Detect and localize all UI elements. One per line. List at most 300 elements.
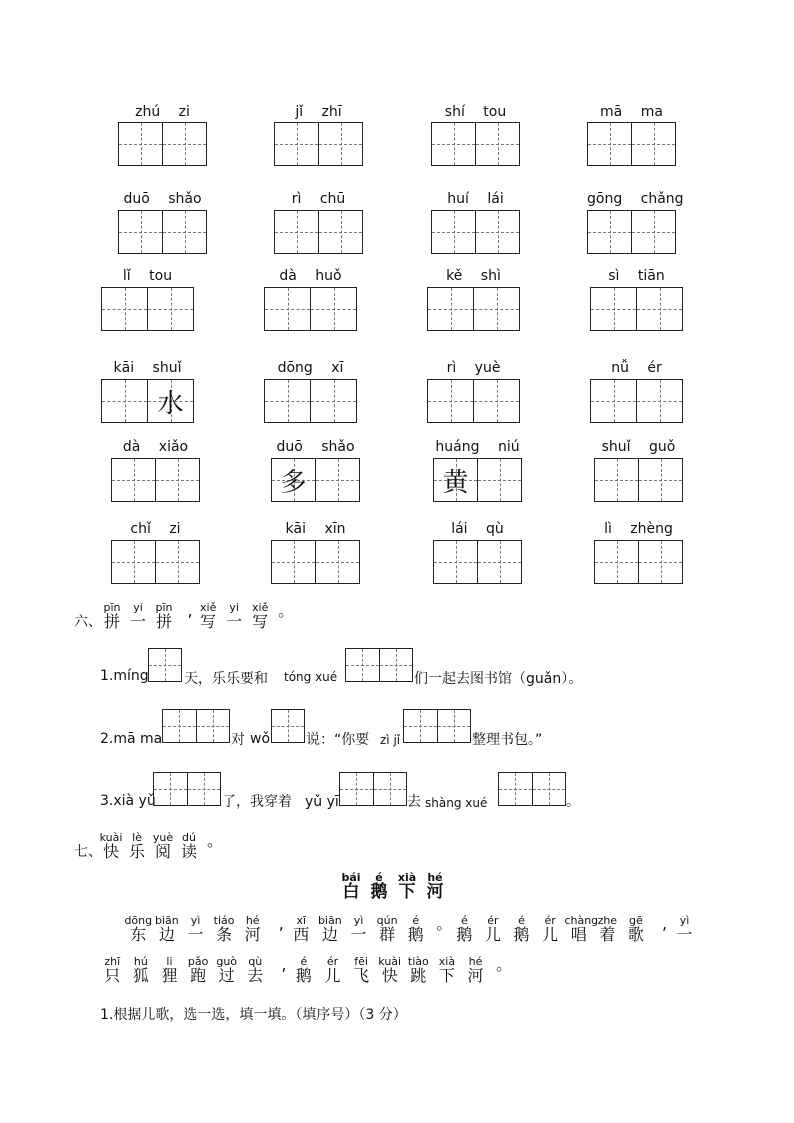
ruby-character: [153, 915, 182, 944]
character-grid[interactable]: [431, 122, 520, 166]
section7-heading-prefix: 七、: [74, 844, 102, 860]
ruby-pinyin: fēi: [354, 955, 368, 968]
s6-q2-pinyin2: wǒ: [250, 731, 271, 747]
ruby-character: [241, 956, 270, 985]
s6-q3-number: 3.xià yǔ: [100, 793, 156, 809]
prefilled-character: [265, 288, 310, 330]
character-grid[interactable]: [590, 379, 683, 423]
ruby-character: [401, 915, 430, 944]
grid-cell[interactable]: [476, 123, 519, 165]
ruby-character: [365, 872, 393, 901]
ruby-char: ,: [661, 914, 668, 933]
character-grid[interactable]: [264, 287, 357, 331]
prefilled-character: [432, 211, 475, 253]
character-grid[interactable]: [594, 458, 683, 502]
ruby-pinyin: lè: [132, 831, 142, 844]
answer-grid-2cell[interactable]: [162, 709, 230, 743]
character-grid[interactable]: [264, 379, 357, 423]
ruby-pinyin: bái: [341, 871, 361, 884]
section6-heading-prefix: 六、: [74, 614, 102, 630]
ruby-char: ,: [187, 601, 193, 620]
ruby-pinyin: pīn: [103, 601, 121, 614]
prefilled-character: [275, 123, 318, 165]
ruby-pinyin: hé: [245, 914, 260, 927]
grid-cell[interactable]: [588, 211, 632, 253]
grid-cell[interactable]: [156, 459, 199, 501]
pinyin-label: kě shì: [446, 268, 501, 284]
ruby-char: 河: [426, 882, 444, 902]
ruby-pinyin: ér: [487, 914, 499, 927]
prefilled-character: [156, 541, 199, 583]
ruby-character: [99, 602, 125, 631]
ruby-pinyin: qún: [376, 914, 398, 927]
ruby-char: 拼: [103, 612, 120, 631]
ruby-pinyin: qù: [248, 955, 263, 968]
s6-q2-pinyin3: zì jǐ: [380, 733, 401, 747]
ruby-pinyin: yi: [133, 601, 143, 614]
ruby-pinyin: tiào: [407, 955, 429, 968]
ruby-character: [507, 915, 536, 944]
ruby-char: 群: [379, 925, 396, 944]
pinyin-label: huí lái: [447, 191, 504, 207]
ruby-character: [490, 956, 519, 974]
s6-q1-text2: 们一起去图书馆（guǎn）。: [414, 671, 583, 687]
ruby-char: 快: [381, 966, 398, 985]
grid-cell[interactable]: [156, 541, 199, 583]
grid-cell[interactable]: [119, 211, 163, 253]
grid-cell[interactable]: [632, 211, 675, 253]
prefilled-character: [632, 123, 675, 165]
ruby-pinyin: hé: [427, 871, 443, 884]
character-grid[interactable]: [427, 379, 520, 423]
ruby-character: [127, 956, 156, 985]
prefilled-character: [588, 123, 631, 165]
ruby-pinyin: yì: [679, 914, 690, 927]
s6-q1-text1: 天，乐乐要和: [184, 671, 268, 687]
ruby-char: 下: [438, 966, 455, 985]
grid-cell[interactable]: [311, 288, 356, 330]
grid-cell[interactable]: [591, 288, 637, 330]
pinyin-label: shuǐ guǒ: [601, 439, 676, 455]
grid-cell[interactable]: [311, 380, 356, 422]
ruby-pinyin: chàng: [564, 914, 599, 927]
prefilled-character: [434, 541, 477, 583]
grid-cell[interactable]: [112, 541, 156, 583]
ruby-pinyin: guò: [216, 955, 238, 968]
grid-cell[interactable]: [595, 541, 639, 583]
ruby-pinyin: tiáo: [213, 914, 235, 927]
ruby-char: 儿: [484, 925, 501, 944]
prefilled-character: [588, 211, 631, 253]
grid-cell[interactable]: [102, 288, 148, 330]
character-grid[interactable]: [271, 540, 360, 584]
ruby-pinyin: hé: [468, 955, 483, 968]
ruby-character: [238, 915, 267, 944]
answer-grid-2cell[interactable]: [345, 648, 413, 682]
grid-cell[interactable]: [275, 211, 319, 253]
prefilled-character: [432, 123, 475, 165]
ruby-character: [181, 915, 210, 944]
ruby-char: 。: [436, 914, 453, 933]
prefilled-character: [476, 123, 519, 165]
ruby-char: 。: [206, 831, 223, 850]
ruby-char: 鹅: [295, 966, 312, 985]
ruby-character: [316, 915, 345, 944]
ruby-pinyin: yì: [190, 914, 201, 927]
ruby-pinyin: gē: [629, 914, 643, 927]
prefilled-character: [474, 380, 519, 422]
prefilled-character: [428, 380, 473, 422]
s6-q1-pinyin2: tóng xué: [284, 670, 338, 684]
prefilled-character: [272, 541, 315, 583]
ruby-pinyin: zhe: [597, 914, 618, 927]
prefilled-character: [474, 288, 519, 330]
grid-cell[interactable]: [476, 211, 519, 253]
ruby-character: [273, 602, 299, 620]
grid-cell[interactable]: [102, 380, 148, 422]
answer-grid-2cell[interactable]: [153, 772, 221, 806]
ruby-character: [124, 915, 153, 944]
ruby-pinyin: yuè: [152, 831, 174, 844]
answer-grid-1cell[interactable]: [148, 648, 182, 682]
ruby-character: [461, 956, 490, 985]
ruby-pinyin: ér: [544, 914, 556, 927]
ruby-character: [373, 915, 402, 944]
ruby-character: [344, 915, 373, 944]
ruby-pinyin: kuài: [378, 955, 402, 968]
ruby-pinyin: biān: [318, 914, 342, 927]
grid-cell[interactable]: [163, 211, 206, 253]
prefilled-character: [637, 288, 682, 330]
ruby-char: 。: [278, 601, 295, 620]
grid-cell[interactable]: [316, 459, 359, 501]
answer-grid-2cell[interactable]: [403, 709, 471, 743]
pinyin-label: dōng xī: [277, 360, 344, 376]
prefilled-character: [591, 380, 636, 422]
grid-cell[interactable]: [428, 288, 474, 330]
grid-cell[interactable]: [319, 123, 362, 165]
grid-cell[interactable]: [474, 380, 519, 422]
ruby-char: 狐: [132, 966, 149, 985]
ruby-pinyin: li: [166, 955, 173, 968]
grid-cell[interactable]: [432, 211, 476, 253]
pinyin-label: dà huǒ: [279, 268, 342, 284]
ruby-character: [375, 956, 404, 985]
character-grid[interactable]: [587, 210, 676, 254]
ruby-character: [318, 956, 347, 985]
ruby-char: 乐: [128, 842, 145, 861]
character-grid[interactable]: [433, 458, 522, 502]
ruby-char: ,: [281, 955, 287, 974]
s6-q2-text1: 对: [231, 732, 245, 748]
character-grid[interactable]: [118, 210, 207, 254]
ruby-character: [337, 872, 365, 901]
character-grid[interactable]: [101, 287, 194, 331]
ruby-character: [287, 915, 316, 944]
grid-cell[interactable]: [272, 459, 316, 501]
ruby-char: 阅: [154, 842, 171, 861]
ruby-character: [125, 602, 151, 631]
prefilled-character: [639, 541, 682, 583]
ruby-pinyin: xī: [296, 914, 307, 927]
ruby-character: [98, 832, 124, 861]
prefilled-character: [478, 541, 521, 583]
ruby-char: 白: [342, 882, 360, 902]
ruby-char: 一: [226, 612, 243, 631]
prefilled-character: [428, 288, 473, 330]
ruby-pinyin: yi: [229, 601, 239, 614]
pinyin-label: kāi shuǐ: [113, 360, 182, 376]
ruby-char: 去: [247, 966, 264, 985]
prefilled-character: [112, 459, 155, 501]
ruby-pinyin: xiě: [200, 601, 217, 614]
grid-cell[interactable]: [119, 123, 163, 165]
prefilled-character: [319, 211, 362, 253]
ruby-pinyin: dōng: [124, 914, 153, 927]
ruby-char: 跑: [190, 966, 207, 985]
character-grid[interactable]: [594, 540, 683, 584]
ruby-character: [450, 915, 479, 944]
grid-cell[interactable]: [265, 380, 311, 422]
character-grid[interactable]: [274, 210, 363, 254]
ruby-pinyin: yì: [353, 914, 364, 927]
pinyin-label: shí tou: [444, 104, 507, 120]
character-grid[interactable]: [433, 540, 522, 584]
ruby-character: [536, 915, 565, 944]
prefilled-character: 多: [280, 467, 307, 498]
grid-cell[interactable]: [591, 380, 637, 422]
character-grid[interactable]: [590, 287, 683, 331]
character-grid[interactable]: [111, 540, 200, 584]
ruby-pinyin: xiě: [252, 601, 269, 614]
answer-grid-2cell[interactable]: [498, 772, 566, 806]
prefilled-character: [478, 459, 521, 501]
prefilled-character: [102, 380, 147, 422]
ruby-pinyin: é: [375, 871, 383, 884]
character-grid[interactable]: [101, 379, 194, 423]
ruby-character: [670, 915, 699, 944]
pinyin-label: nǚ ér: [611, 360, 662, 376]
pinyin-label: zhú zi: [135, 104, 190, 120]
s6-q3-pinyin2: yǔ yī: [305, 794, 339, 810]
grid-cell[interactable]: [163, 123, 206, 165]
prefilled-character: 水: [157, 388, 184, 419]
ruby-char: 河: [467, 966, 484, 985]
prefilled-character: [148, 288, 193, 330]
prefilled-character: [319, 123, 362, 165]
ruby-char: 写: [200, 612, 217, 631]
grid-cell[interactable]: [148, 288, 193, 330]
ruby-character: [347, 956, 376, 985]
grid-cell[interactable]: [632, 123, 675, 165]
grid-cell[interactable]: [432, 123, 476, 165]
ruby-char: 东: [130, 925, 147, 944]
answer-grid-1cell[interactable]: [271, 709, 305, 743]
ruby-char: 跳: [410, 966, 427, 985]
character-grid[interactable]: [431, 210, 520, 254]
prefilled-character: [639, 459, 682, 501]
grid-cell[interactable]: [637, 380, 682, 422]
ruby-char: 。: [496, 955, 513, 974]
ruby-pinyin: dú: [182, 831, 196, 844]
pinyin-label: dà xiǎo: [122, 439, 189, 455]
pinyin-label: gōng chǎng: [587, 191, 684, 207]
grid-cell[interactable]: [478, 541, 521, 583]
grid-cell[interactable]: [319, 211, 362, 253]
ruby-char: 河: [244, 925, 261, 944]
prefilled-character: [637, 380, 682, 422]
pinyin-label: lǐ tou: [122, 268, 173, 284]
answer-grid-2cell[interactable]: [339, 772, 407, 806]
ruby-character: [98, 956, 127, 985]
grid-cell[interactable]: [265, 288, 311, 330]
grid-cell[interactable]: [637, 288, 682, 330]
ruby-character: [433, 956, 462, 985]
prefilled-character: [119, 123, 162, 165]
ruby-character: [479, 915, 508, 944]
ruby-pinyin: pīn: [155, 601, 173, 614]
pinyin-label: sì tiān: [608, 268, 665, 284]
grid-cell[interactable]: [272, 541, 316, 583]
grid-cell[interactable]: [639, 459, 682, 501]
ruby-pinyin: kuài: [99, 831, 123, 844]
prefilled-character: [265, 380, 310, 422]
character-grid[interactable]: [427, 287, 520, 331]
pinyin-label: lái qù: [451, 521, 504, 537]
pinyin-label: lì zhèng: [604, 521, 673, 537]
prefilled-character: [316, 541, 359, 583]
pinyin-label: huáng niú: [435, 439, 520, 455]
pinyin-label: duō shǎo: [276, 439, 355, 455]
ruby-character: [622, 915, 651, 944]
prefilled-character: [163, 123, 206, 165]
character-grid[interactable]: [111, 458, 200, 502]
ruby-char: 一: [676, 925, 693, 944]
ruby-char: 过: [218, 966, 235, 985]
ruby-char: 鹅: [370, 882, 388, 902]
grid-cell[interactable]: [275, 123, 319, 165]
character-grid[interactable]: [587, 122, 676, 166]
ruby-pinyin: é: [412, 914, 420, 927]
character-grid[interactable]: [271, 458, 360, 502]
prefilled-character: [156, 459, 199, 501]
prefilled-character: [112, 541, 155, 583]
ruby-char: 儿: [542, 925, 559, 944]
ruby-char: 一: [129, 612, 146, 631]
prefilled-character: [632, 211, 675, 253]
ruby-character: [212, 956, 241, 985]
ruby-char: 唱: [570, 925, 587, 944]
grid-cell[interactable]: [112, 459, 156, 501]
ruby-char: 边: [321, 925, 338, 944]
ruby-pinyin: biān: [155, 914, 179, 927]
ruby-char: 狸: [161, 966, 178, 985]
ruby-character: [404, 956, 433, 985]
pinyin-label: mā ma: [600, 104, 663, 120]
prefilled-character: [311, 380, 356, 422]
s6-q3-text3: 。: [566, 794, 580, 810]
grid-cell[interactable]: [316, 541, 359, 583]
grid-cell[interactable]: [478, 459, 521, 501]
ruby-char: 鹅: [513, 925, 530, 944]
s6-q2-text2: 说：“你要: [306, 732, 370, 748]
grid-cell[interactable]: [595, 459, 639, 501]
s6-q3-pinyin3: shàng xué: [425, 796, 488, 810]
grid-cell[interactable]: [148, 380, 193, 422]
ruby-char: 鹅: [456, 925, 473, 944]
prefilled-character: [275, 211, 318, 253]
pinyin-label: jǐ zhī: [295, 104, 342, 120]
ruby-char: 快: [102, 842, 119, 861]
ruby-pinyin: pǎo: [187, 955, 209, 968]
ruby-character: [421, 872, 449, 901]
ruby-character: [564, 914, 599, 944]
ruby-pinyin: xià: [397, 871, 417, 884]
grid-cell[interactable]: [474, 288, 519, 330]
ruby-char: 儿: [324, 966, 341, 985]
ruby-pinyin: é: [460, 914, 468, 927]
grid-cell[interactable]: [588, 123, 632, 165]
grid-cell[interactable]: [434, 459, 478, 501]
ruby-character: [150, 832, 176, 861]
ruby-pinyin: hú: [133, 955, 148, 968]
ruby-character: [247, 602, 273, 631]
grid-cell[interactable]: [428, 380, 474, 422]
ruby-char: 拼: [155, 612, 172, 631]
grid-cell[interactable]: [639, 541, 682, 583]
reading-question-1: 1.根据儿歌，选一选，填一填。（填序号）（3 分）: [100, 1007, 407, 1023]
prefilled-character: [476, 211, 519, 253]
ruby-character: [151, 602, 177, 631]
ruby-character: [195, 602, 221, 631]
ruby-character: [202, 832, 228, 850]
ruby-char: 着: [599, 925, 616, 944]
character-grid[interactable]: [274, 122, 363, 166]
ruby-pinyin: é: [300, 955, 308, 968]
ruby-pinyin: é: [518, 914, 525, 927]
ruby-char: 歌: [627, 925, 644, 944]
ruby-character: [290, 956, 319, 985]
s6-q3-text1: 了，我穿着: [222, 794, 292, 810]
pinyin-label: rì yuè: [446, 360, 501, 376]
ruby-pinyin: zhī: [104, 955, 121, 968]
prefilled-character: [102, 288, 147, 330]
grid-cell[interactable]: [434, 541, 478, 583]
ruby-char: 一: [350, 925, 367, 944]
ruby-char: ,: [278, 914, 284, 933]
prefilled-character: [595, 459, 638, 501]
ruby-character: [221, 602, 247, 631]
ruby-pinyin: ér: [326, 955, 339, 968]
prefilled-character: [591, 288, 636, 330]
prefilled-character: [119, 211, 162, 253]
pinyin-label: rì chū: [291, 191, 346, 207]
prefilled-character: 黄: [442, 467, 469, 498]
ruby-character: [593, 915, 622, 944]
s6-q2-text3: 整理书包。”: [472, 732, 543, 748]
character-grid[interactable]: [118, 122, 207, 166]
ruby-character: [184, 956, 213, 985]
ruby-character: [393, 872, 421, 901]
prefilled-character: [316, 459, 359, 501]
prefilled-character: [311, 288, 356, 330]
ruby-char: 鹅: [407, 925, 424, 944]
prefilled-character: [163, 211, 206, 253]
ruby-character: [124, 832, 150, 861]
ruby-char: 西: [293, 925, 310, 944]
prefilled-character: [595, 541, 638, 583]
ruby-char: 只: [104, 966, 121, 985]
